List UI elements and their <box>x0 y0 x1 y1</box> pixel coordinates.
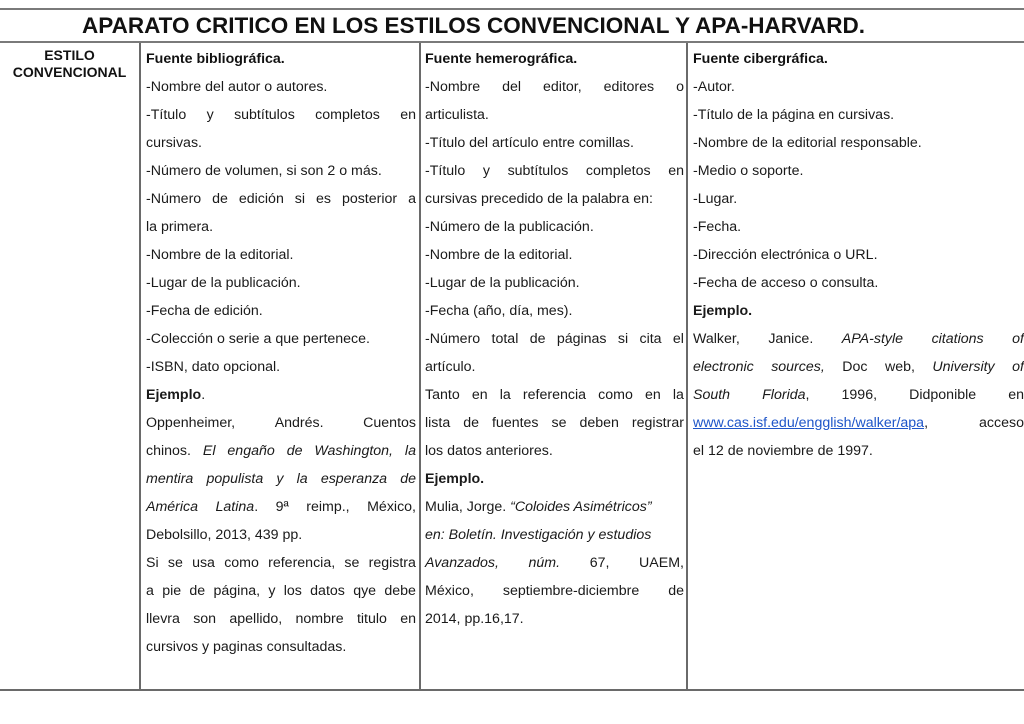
example-text: www.cas.isf.edu/engglish/walker/apa, acceso <box>693 415 1024 431</box>
cibergrafica-cell <box>693 45 1024 465</box>
note-text: lista de fuentes se deben registrar <box>425 415 684 431</box>
list-item: -Título y subtítulos completos en <box>425 163 684 179</box>
note-text: a pie de página, y los datos qye debe <box>146 583 416 599</box>
example-text: chinos. El engaño de Washington, la <box>146 443 416 459</box>
list-item: -Nombre de la editorial responsable. <box>693 135 922 151</box>
list-item-continuation: cursivas. <box>146 135 202 151</box>
list-item: -Nombre de la editorial. <box>425 247 573 263</box>
list-item: -Fecha. <box>693 219 742 235</box>
note-text: Si se usa como referencia, se registra <box>146 555 416 571</box>
list-item: -Número de edición si es posterior a <box>146 191 416 207</box>
example-text: 2014, pp.16,17. <box>425 611 524 627</box>
list-item-continuation: artículo. <box>425 359 476 375</box>
hemerografica-cell <box>425 45 684 633</box>
example-text: electronic sources, Doc web, University of <box>693 359 1024 375</box>
example-label: Ejemplo. <box>146 387 206 403</box>
style-column <box>0 43 141 689</box>
hemerografica-heading: Fuente hemerográfica. <box>425 51 578 67</box>
example-text: México, septiembre-diciembre de <box>425 583 684 599</box>
hemerografica-column <box>421 43 688 689</box>
list-item: -Número de volumen, si son 2 o más. <box>146 163 382 179</box>
example-text: Avanzados, núm. 67, UAEM, <box>425 555 684 571</box>
list-item: -Fecha de acceso o consulta. <box>693 275 879 291</box>
bibliografica-heading: Fuente bibliográfica. <box>146 51 285 67</box>
list-item: -ISBN, dato opcional. <box>146 359 281 375</box>
content-row <box>0 43 1024 691</box>
example-text: Mulia, Jorge. “Coloides Asimétricos” <box>425 499 652 515</box>
list-item-continuation: cursivas precedido de la palabra en: <box>425 191 653 207</box>
cibergrafica-heading: Fuente cibergráfica. <box>693 51 828 67</box>
example-text: mentira populista y la esperanza de <box>146 471 416 487</box>
list-item: -Título del artículo entre comillas. <box>425 135 634 151</box>
page-title: APARATO CRITICO EN LOS ESTILOS CONVENCIONAL Y APA-HARVARD. <box>82 13 865 38</box>
list-item: -Nombre de la editorial. <box>146 247 294 263</box>
example-label: Ejemplo. <box>693 303 753 319</box>
note-text: cursivos y paginas consultadas. <box>146 639 347 655</box>
list-item-continuation: la primera. <box>146 219 214 235</box>
list-item: -Medio o soporte. <box>693 163 804 179</box>
cibergrafica-column <box>688 43 1024 689</box>
note-text: los datos anteriores. <box>425 443 553 459</box>
example-text: Walker, Janice. APA-style citations of <box>693 331 1024 347</box>
style-label-line1: ESTILO <box>44 47 95 63</box>
list-item: -Nombre del autor o autores. <box>146 79 328 95</box>
note-text: llevra son apellido, nombre titulo en <box>146 611 416 627</box>
example-text: América Latina. 9ª reimp., México, <box>146 499 416 515</box>
list-item: -Lugar de la publicación. <box>425 275 580 291</box>
list-item: -Lugar de la publicación. <box>146 275 301 291</box>
list-item: -Número total de páginas si cita el <box>425 331 684 347</box>
bibliografica-cell <box>146 45 416 661</box>
list-item: -Número de la publicación. <box>425 219 594 235</box>
list-item: -Autor. <box>693 79 735 95</box>
list-item-continuation: articulista. <box>425 107 489 123</box>
bibliografica-column <box>141 43 421 689</box>
source-url-link[interactable]: www.cas.isf.edu/engglish/walker/apa <box>693 415 925 431</box>
example-text: Oppenheimer, Andrés. Cuentos <box>146 415 416 431</box>
list-item: -Lugar. <box>693 191 738 207</box>
note-text: Tanto en la referencia como en la <box>425 387 684 403</box>
example-text: South Florida, 1996, Didponible en <box>693 387 1024 403</box>
list-item: -Dirección electrónica o URL. <box>693 247 878 263</box>
style-label <box>0 47 139 81</box>
list-item: -Título de la página en cursivas. <box>693 107 895 123</box>
list-item: -Título y subtítulos completos en <box>146 107 416 123</box>
example-text: Debolsillo, 2013, 439 pp. <box>146 527 303 543</box>
example-text: en: Boletín. Investigación y estudios <box>425 527 652 543</box>
list-item: -Colección o serie a que pertenece. <box>146 331 370 347</box>
list-item: -Fecha de edición. <box>146 303 263 319</box>
list-item: -Nombre del editor, editores o <box>425 79 684 95</box>
example-label: Ejemplo. <box>425 471 485 487</box>
example-text: el 12 de noviembre de 1997. <box>693 443 873 459</box>
list-item: -Fecha (año, día, mes). <box>425 303 573 319</box>
style-label-line2: CONVENCIONAL <box>12 64 127 80</box>
title-row <box>0 8 1024 43</box>
